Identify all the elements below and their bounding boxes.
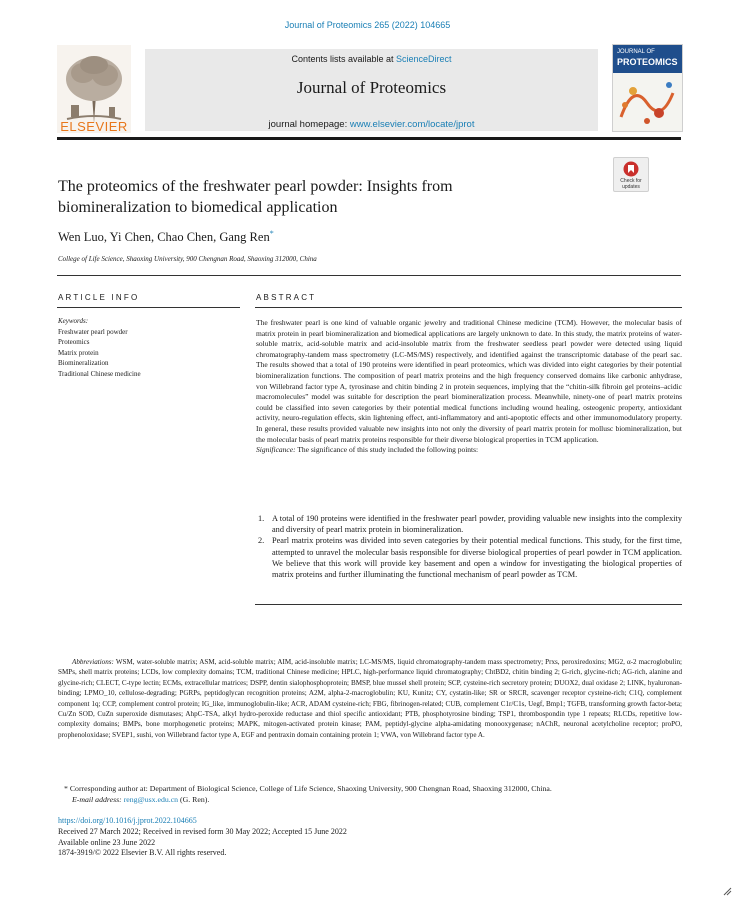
title-rule — [57, 275, 681, 276]
journal-cover-image — [612, 44, 683, 132]
sciencedirect-link[interactable]: ScienceDirect — [396, 54, 452, 64]
list-number: 1. — [258, 514, 265, 523]
abstract-heading: ABSTRACT — [256, 293, 317, 302]
publisher-name: ELSEVIER — [60, 119, 128, 134]
doi-link[interactable]: https://doi.org/10.1016/j.jprot.2022.104665 — [58, 816, 197, 825]
check-for-updates-badge[interactable] — [613, 157, 649, 192]
list-text: A total of 190 proteins were identified in the freshwater pearl powder, providing valuable new insights into the complexity and diversity of pearl matrix protein in biomineralization. — [272, 514, 682, 535]
corresponding-author-mark[interactable]: * — [269, 229, 274, 238]
author-list — [58, 229, 274, 245]
abbreviations-text: WSM, water-soluble matrix; ASM, acid-soluble matrix; AIM, acid-insoluble matrix; LC-MS/MS, liquid chromatography-tandem mass spectrometry; Prxs, peroxiredoxins; MG2, α-2 macroglobulin; SMPs, shell matrix proteins; LCDs, low complexity domains; TCM, traditional Chinese medicine; HPLC, high-performance liquid chromatography; ChtBD2, chitin binding 2; G-rich, glycine-rich; AG-rich, alanine and glycine-rich; CLECT, C-type lectin; ECMs, extracellular matrices; DSPP, dentin sialophosphoprotein; BMSP, blue mussel shell protein; SCP, cysteine-rich secretory protein; DUOX2, dual oxidase 2; LINK, hyaluronan-binding; LPMO_10, cellulose-degrading; PGRPs, peptidoglycan recognition proteins; A2M, alpha-2-macroglobulin; KU, Kunitz; CY, cystatin-like; SR or SRCR, scavenger receptor cysteine-rich; C1Q, complement component 1q; CCP, complement control protein; IG_like, immunoglobulin-like; ACR, ADAM cysteine-rich; FBG, fibrinogen-related; CUB, complement C1r/C1s, Uegf, Bmp1; TGFB, transforming growth factor-beta; Cu/Zn SOD, CuZn superoxide dismutases; AhpC-TSA, alkyl hydro-peroxide reductase and thiol specific antioxidant; PTB, phosphotyrosine binding; TSP1, thrombospondin type 1 repeats; RLCDs, repetitive low-complexity domains; BMPs, bone morphogenetic proteins; MAPK, mitogen-activated protein kinase; PAM, peptidyl-glycine alpha-amidating monooxygenase; nAChR, neuronal acetylcholine receptor; proPO, prophenoloxidase; SVEP1, sushi, von Willebrand factor type A, EGF and pentraxin domain containing protein 1; VWA, von Willebrand factor type A. — [58, 658, 682, 739]
keywords-label: Keywords: — [58, 317, 89, 325]
abstract-text: The freshwater pearl is one kind of valuable organic jewelry and traditional Chinese medicine (TCM). However, the molecular basis of matrix protein in pearl biomineralization and biomedical applications are largely unknown to date. In this study, the matrix proteins of water-soluble matrix, acid-soluble matrix and acid-insoluble matrix from the freshwater seedless pearl powder were detected using liquid chromatography-tandem mass spectrometry (LC-MS/MS) respectively, and identified against the transcriptomic database of the pearl sac. The results showed that a total of 190 proteins were identified in pearl proteomics, which was divided into eight categories by their potential biomineralization functions. The composition of pearl matrix proteins and the high frequency conserved domains like carbonic anhydrase, von Willebrand factor type A, tyrosinase and chitin binding 2 in protein sequences, implying that the “chitin-silk fibroin gel proteins–acidic macromolecules” model was suitable for description the pearl biomineralization process. Meanwhile, ninety-one of pearl matrix proteins could be classified into seven categories by their potential medical functions including wound healing, osteogenic property, antioxidant activity, neuro-regulation effects, skin lightening effect, anti-inflammatory and anti-apoptotic effects and other immunomodulatory property. In general, these results provided valuable new insights into not only the diversity of pearl matrix protein for mollusc biomineralization, but the molecular basis of pearl matrix proteins responsible for their diverse biological properties in TCM application. — [256, 318, 682, 444]
list-item — [256, 535, 682, 580]
cover-line2: PROTEOMICS — [617, 57, 678, 67]
affiliation: College of Life Science, Shaoxing University, 900 Chengnan Road, Shaoxing 312000, China — [58, 255, 317, 263]
title-line-2: biomineralization to biomedical application — [58, 199, 338, 216]
email-line — [58, 794, 682, 805]
article-title — [58, 176, 578, 218]
publication-info — [58, 816, 347, 859]
keyword-item: Proteomics — [58, 338, 90, 346]
list-text: Pearl matrix proteins was divided into seven categories by their potential medical functions. This study, for the first time, attempted to unravel the molecular basis responsible for diverse biological properties of pearl powder in TCM application. We believe that this work will provide key basement and open a window for investigating the biological properties of matrix proteins and further illuminating the functional mechanism of pearl powder as TCM. — [272, 536, 682, 580]
keyword-item: Traditional Chinese medicine — [58, 369, 141, 378]
abstract-bottom-rule — [255, 604, 682, 605]
corresponding-mark: * — [64, 784, 68, 793]
bookmark-icon — [623, 161, 639, 177]
available-line: Available online 23 June 2022 — [58, 837, 156, 847]
homepage-link[interactable]: www.elsevier.com/locate/jprot — [349, 119, 475, 130]
copyright-line: 1874-3919/© 2022 Elsevier B.V. All rights reserved. — [58, 848, 227, 858]
abbreviations-label: Abbreviations: — [72, 658, 114, 666]
significance-label: Significance: — [256, 445, 296, 455]
article-info-rule — [57, 307, 240, 308]
homepage-prefix: journal homepage: — [268, 119, 350, 130]
contents-prefix: Contents lists available at — [291, 54, 397, 64]
cover-line1: JOURNAL OF — [617, 49, 655, 55]
article-info-heading: ARTICLE INFO — [58, 293, 140, 302]
cover-artwork — [613, 73, 682, 131]
corresponding-line — [58, 783, 682, 794]
corresponding-author-footnote — [58, 783, 682, 805]
list-number: 2. — [258, 536, 265, 546]
abbreviations-footnote — [58, 657, 682, 740]
header-rule — [57, 137, 681, 140]
keywords-block — [58, 316, 141, 379]
corresponding-text: Corresponding author at: Department of Biological Science, College of Life Science, Shaoxing University, 900 Chengnan Road, Shaoxing 312000, China. — [67, 784, 552, 793]
keyword-item: Freshwater pearl powder — [58, 327, 128, 336]
email-suffix: (G. Ren). — [178, 795, 210, 804]
history-line: Received 27 March 2022; Received in revised form 30 May 2022; Accepted 15 June 2022 — [58, 826, 347, 836]
significance-points — [256, 513, 682, 580]
keyword-item: Matrix protein — [58, 348, 99, 357]
abstract-rule — [255, 307, 682, 308]
check-updates-label: Check for updates — [620, 178, 642, 190]
journal-name: Journal of Proteomics — [296, 78, 447, 97]
resize-grip-icon[interactable] — [722, 886, 732, 896]
journal-citation[interactable]: Journal of Proteomics 265 (2022) 104665 — [284, 20, 451, 30]
title-line-1: The proteomics of the freshwater pearl powder: Insights from — [58, 178, 453, 195]
email-link[interactable]: reng@usx.edu.cn — [123, 795, 179, 804]
contents-line — [145, 54, 598, 64]
email-label: E-mail address: — [72, 795, 122, 804]
abstract-body — [256, 318, 682, 456]
homepage-line — [145, 119, 598, 130]
keyword-item: Biomineralization — [58, 359, 109, 367]
authors-text: Wen Luo, Yi Chen, Chao Chen, Gang Ren — [58, 230, 270, 245]
list-item — [256, 513, 682, 535]
significance-text: The significance of this study included the following points: — [295, 445, 479, 455]
